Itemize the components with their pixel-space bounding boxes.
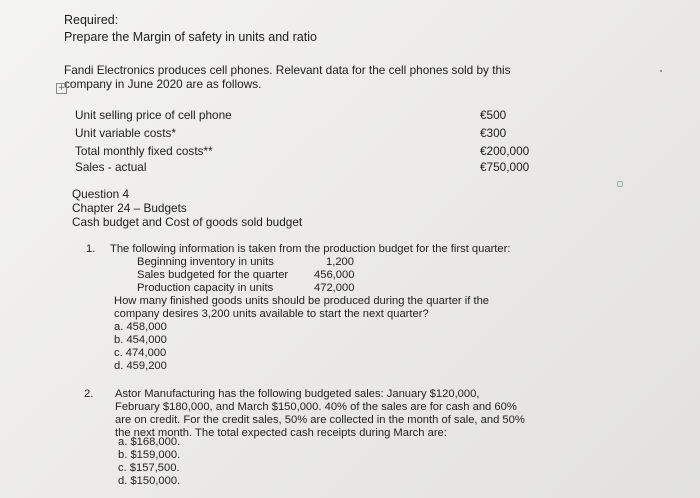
required-heading: Required: <box>64 13 119 27</box>
q1-option-d: d. 459,200 <box>114 360 167 372</box>
q2-option-a: a. $168,000. <box>118 436 181 448</box>
q2-line-3: are on credit. For the credit sales, 50% are collected in the month of sale, and 50% <box>115 414 525 426</box>
table-label-variable-costs: Unit variable costs* <box>75 126 176 140</box>
table-label-fixed-costs: Total monthly fixed costs** <box>75 144 213 158</box>
intro-line-1: Fandi Electronics produces cell phones. Relevant data for the cell phones sold by this <box>64 63 511 77</box>
question-chapter: Chapter 24 – Budgets <box>72 201 187 215</box>
q1-row-label-capacity: Production capacity in units <box>137 282 274 294</box>
expand-icon[interactable]: + <box>57 83 66 93</box>
q1-row-value-beginning: 1,200 <box>326 256 354 268</box>
q1-lead: The following information is taken from the production budget for the first quarter: <box>110 243 511 255</box>
q1-row-value-sales: 456,000 <box>314 269 355 281</box>
speck-mark <box>660 70 662 72</box>
table-value-fixed-costs: €200,000 <box>480 144 530 158</box>
required-task: Prepare the Margin of safety in units and ratio <box>64 30 317 44</box>
q2-line-2: February $180,000, and March $150,000. 40% of the sales are for cash and 60% <box>115 401 517 413</box>
q1-option-a: a. 458,000 <box>114 321 167 333</box>
q2-line-1: Astor Manufacturing has the following budgeted sales: January $120,000, <box>115 388 480 400</box>
table-value-variable-costs: €300 <box>480 126 507 140</box>
q1-option-b: b. 454,000 <box>114 334 167 346</box>
q1-number: 1. <box>86 243 96 255</box>
question-subtitle: Cash budget and Cost of goods sold budget <box>72 215 303 229</box>
q2-line-4: the next month. The total expected cash receipts during March are: <box>115 427 447 439</box>
table-value-selling-price: €500 <box>480 108 507 122</box>
intro-line-2: company in June 2020 are as follows. <box>64 77 262 91</box>
q2-option-c: c. $157,500. <box>118 462 180 474</box>
q1-row-value-capacity: 472,000 <box>314 282 355 294</box>
q2-number: 2. <box>84 388 94 400</box>
table-label-selling-price: Unit selling price of cell phone <box>75 108 232 122</box>
speck-ring-mark <box>617 181 623 187</box>
q1-option-c: c. 474,000 <box>114 347 167 359</box>
q1-row-label-beginning: Beginning inventory in units <box>137 256 274 268</box>
q1-ask-line-1: How many finished goods units should be produced during the quarter if the <box>114 295 490 307</box>
question-title: Question 4 <box>72 187 130 201</box>
q1-ask-line-2: company desires 3,200 units available to start the next quarter? <box>114 308 429 320</box>
table-value-sales-actual: €750,000 <box>480 160 530 174</box>
table-label-sales-actual: Sales - actual <box>75 160 147 174</box>
q1-row-label-sales: Sales budgeted for the quarter <box>137 269 289 281</box>
q2-option-d: d. $150,000. <box>118 475 181 487</box>
q2-option-b: b. $159,000. <box>118 449 181 461</box>
